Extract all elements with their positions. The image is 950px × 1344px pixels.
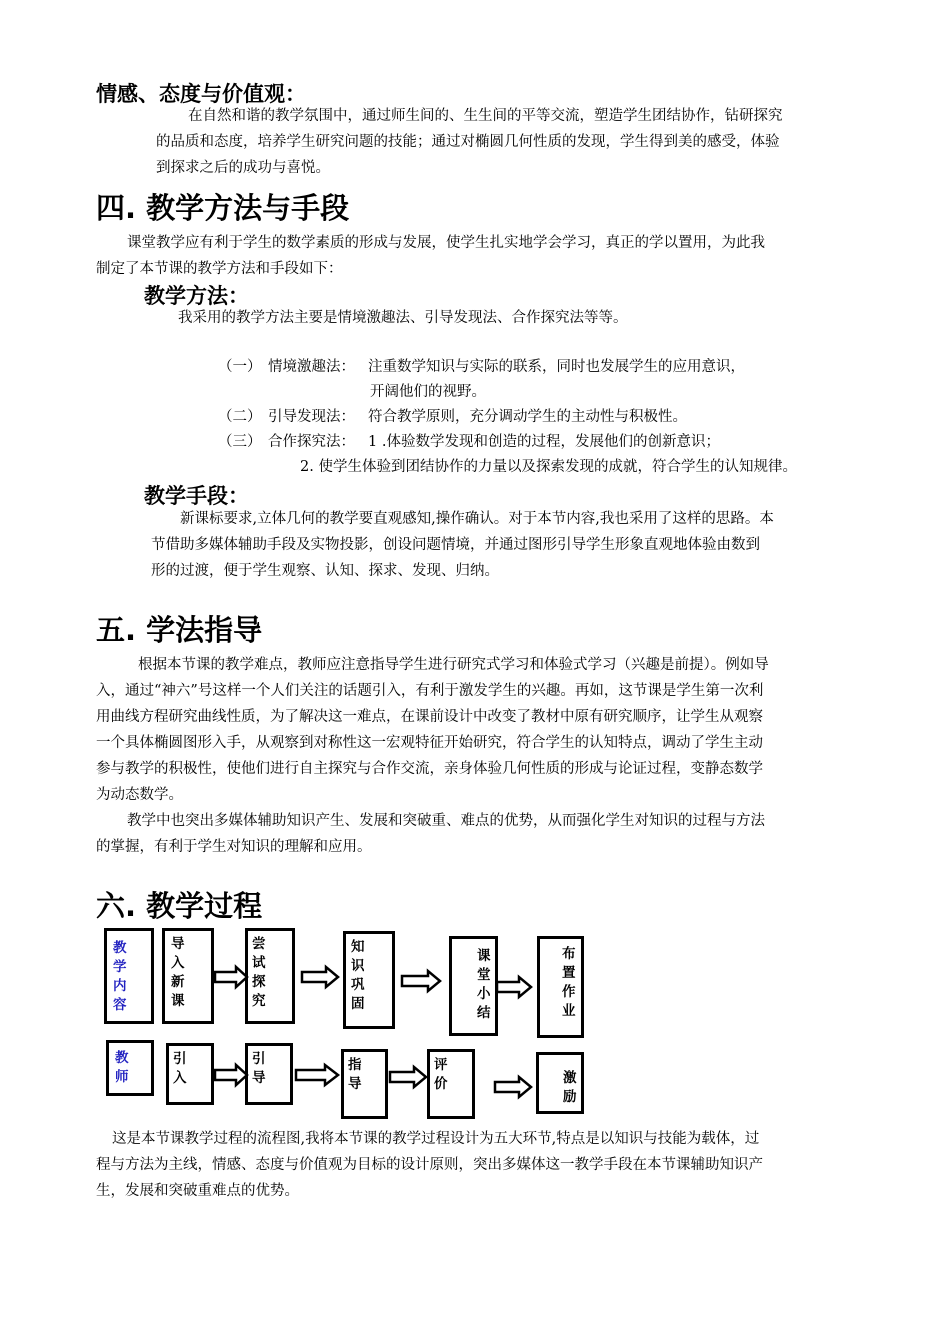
method-item-3-text2: 2. 使学生体验到团结协作的力量以及探索发现的成就，符合学生的认知规律。 [300, 459, 797, 475]
flow-arrow-5 [214, 1064, 248, 1086]
flow-box-summary [449, 936, 498, 1036]
method-item-3-name: 合作探究法： [268, 434, 355, 450]
method-item-1-num: （一） [218, 359, 262, 375]
section-5-heading: 五. 学法指导 [96, 613, 263, 647]
flow-box-content-label-text: 教学内容 [113, 940, 127, 1013]
caption-line-3: 生，发展和突破重难点的优势。 [96, 1183, 299, 1199]
means-heading: 教学手段： [144, 484, 249, 508]
sec5-line-6: 为动态数学。 [96, 787, 183, 803]
flow-box-encourage [536, 1052, 584, 1114]
flow-arrow-4 [496, 976, 532, 998]
means-line-3: 形的过渡，便于学生观察、认知、探求、发现、归纳。 [151, 563, 499, 579]
means-line-1: 新课标要求,立体几何的教学要直观感知,操作确认。对于本节内容,我也采用了这样的思路。本 [180, 511, 774, 527]
method-item-1-text: 注重数学知识与实际的联系，同时也发展学生的应用意识， [368, 359, 745, 375]
sec5-line-1: 根据本节课的教学难点，教师应注意指导学生进行研究式学习和体验式学习（兴趣是前提）。例如导 [138, 657, 769, 673]
method-item-2-num: （二） [218, 409, 262, 425]
flow-arrow-2 [301, 966, 339, 988]
flow-box-evaluate-text: 评价 [434, 1057, 448, 1092]
sec5-line-7: 教学中也突出多媒体辅助知识产生、发展和突破重、难点的优势，从而强化学生对知识的过程与方法 [127, 813, 765, 829]
flow-box-instruct [341, 1049, 388, 1119]
sec5-line-4: 一个具体椭圆图形入手，从观察到对称性这一宏观特征开始研究，符合学生的认知特点，调动了学生主动 [96, 735, 763, 751]
caption-line-2: 程与方法为主线，情感、态度与价值观为目标的设计原则，突出多媒体这一教学手段在本节课辅助知识产 [96, 1157, 763, 1173]
flow-box-instruct-text: 指导 [348, 1057, 362, 1092]
method-item-2-name: 引导发现法： [268, 409, 355, 425]
flow-box-introduce [162, 928, 214, 1024]
flow-arrow-1 [214, 966, 248, 988]
flow-arrow-8 [494, 1076, 532, 1098]
flow-box-guide [245, 1043, 293, 1105]
section-6-heading: 六. 教学过程 [96, 889, 263, 923]
flow-box-homework-text: 布置作业 [562, 946, 576, 1019]
flow-box-explore-text: 尝试探究 [252, 936, 266, 1009]
flow-box-teacher-label [106, 1040, 154, 1096]
means-line-2: 节借助多媒体辅助手段及实物投影，创设问题情境，并通过图形引导学生形象直观地体验由数到 [151, 537, 760, 553]
method-heading: 教学方法： [144, 284, 249, 308]
method-item-3-num: （三） [218, 434, 262, 450]
values-line-3: 到探求之后的成功与喜悦。 [156, 160, 330, 176]
flow-box-introduce-text: 导入新课 [171, 936, 185, 1009]
flow-box-guide-text: 引导 [252, 1051, 266, 1086]
flow-box-consolidate [343, 931, 395, 1029]
sec5-line-3: 用曲线方程研究曲线性质，为了解决这一难点，在课前设计中改变了教材中原有研究顺序，让学生从观察 [96, 709, 763, 725]
flow-box-lead-in-text: 引入 [173, 1051, 187, 1086]
flow-box-evaluate [427, 1049, 475, 1119]
values-heading: 情感、态度与价值观： [96, 82, 306, 106]
sec5-line-2: 入，通过“神六”号这样一个人们关注的话题引入，有利于激发学生的兴趣。再如，这节课是学生第一次利 [96, 683, 764, 699]
flow-box-homework [537, 936, 584, 1038]
sec4-intro-line-1: 课堂教学应有利于学生的数学素质的形成与发展，使学生扎实地学会学习，真正的学以置用，为此我 [127, 235, 765, 251]
method-item-2-text: 符合教学原则，充分调动学生的主动性与积极性。 [368, 409, 687, 425]
flow-box-encourage-text: 激励 [563, 1070, 577, 1105]
flow-arrow-3 [401, 970, 441, 992]
sec5-line-8: 的掌握，有利于学生对知识的理解和应用。 [96, 839, 372, 855]
sec4-intro-line-2: 制定了本节课的教学方法和手段如下： [96, 261, 343, 277]
flow-box-summary-text: 课堂小结 [477, 948, 491, 1021]
flow-box-teacher-label-text: 教师 [115, 1050, 129, 1085]
flow-box-lead-in [166, 1043, 214, 1105]
values-line-2: 的品质和态度，培养学生研究问题的技能；通过对椭圆几何性质的发现，学生得到美的感受，体验 [156, 134, 780, 150]
method-item-3-text: 1 .体验数学发现和创造的过程，发展他们的创新意识； [368, 434, 720, 450]
method-item-1-name: 情境激趣法： [268, 359, 355, 375]
flow-arrow-6 [295, 1064, 339, 1086]
flow-box-explore [245, 928, 295, 1024]
values-line-1: 在自然和谐的教学氛围中，通过师生间的、生生间的平等交流，塑造学生团结协作，钻研探究 [188, 108, 783, 124]
sec5-line-5: 参与教学的积极性，使他们进行自主探究与合作交流，亲身体验几何性质的形成与论证过程，变静态数学 [96, 761, 763, 777]
section-4-heading: 四. 教学方法与手段 [96, 191, 350, 225]
method-item-1-text2: 开阔他们的视野。 [370, 384, 486, 400]
flow-box-content-label [104, 928, 154, 1024]
flow-box-consolidate-text: 知识巩固 [351, 939, 365, 1012]
caption-line-1: 这是本节课教学过程的流程图,我将本节课的教学过程设计为五大环节,特点是以知识与技能为载体，过 [112, 1131, 760, 1147]
flow-arrow-7 [389, 1066, 427, 1088]
method-intro: 我采用的教学方法主要是情境激趣法、引导发现法、合作探究法等等。 [178, 310, 628, 326]
